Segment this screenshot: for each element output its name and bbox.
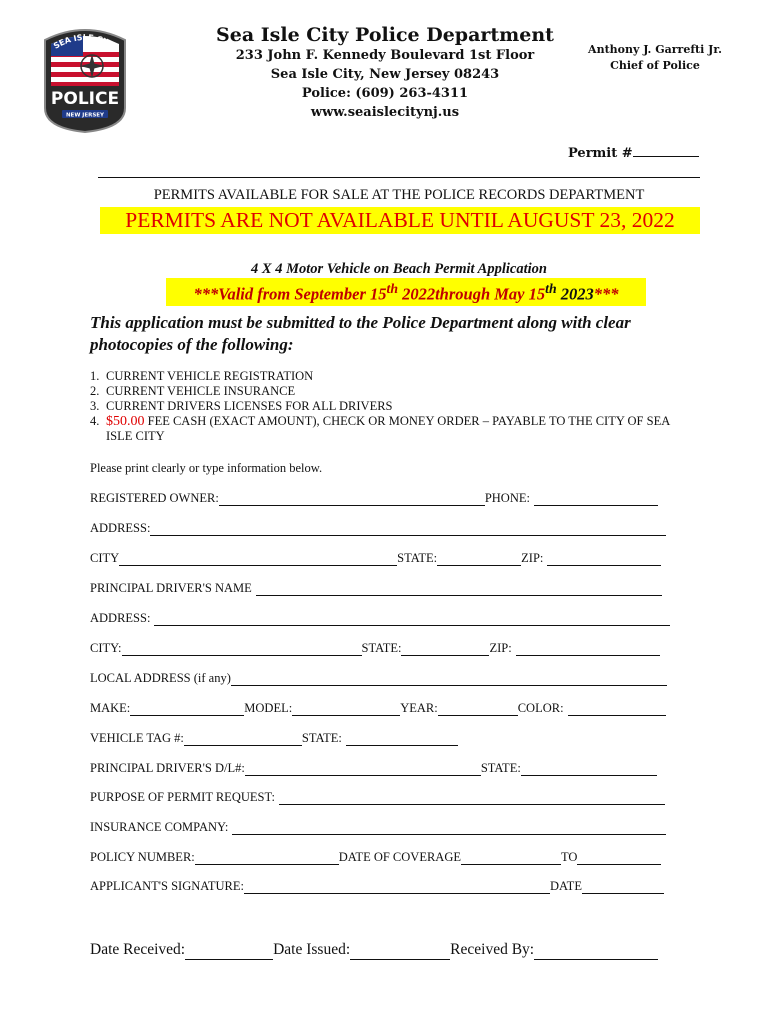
list-item: 1. CURRENT VEHICLE REGISTRATION (90, 369, 314, 383)
tag-state-field[interactable] (346, 731, 458, 746)
chief-title: Chief of Police (610, 59, 700, 72)
list-item: 4. $50.00 FEE CASH (EXACT AMOUNT), CHECK OR MONEY ORDER – PAYABLE TO THE CITY OF SEA ISLE CITY (90, 414, 670, 443)
principal-driver-name-field[interactable] (256, 581, 662, 596)
model-field[interactable] (292, 701, 400, 716)
print-instructions: Please print clearly or type information below. (90, 461, 323, 475)
address2-row: ADDRESS: (90, 610, 670, 626)
make-field[interactable] (130, 701, 244, 716)
chief-block (560, 42, 750, 74)
permits-not-available-notice: PERMITS ARE NOT AVAILABLE UNTIL AUGUST 23, 2022 (100, 207, 700, 234)
vehicle-row: MAKE: MODEL: YEAR: COLOR: (90, 700, 666, 716)
signature-row: APPLICANT'S SIGNATURE: DATE (90, 878, 664, 894)
driver-license-row: PRINCIPAL DRIVER'S D/L#: STATE: (90, 760, 657, 776)
department-title: Sea Isle City Police Department (216, 24, 554, 46)
address-line-1: 233 John F. Kennedy Boulevard 1st Floor (235, 48, 535, 63)
policy-number-field[interactable] (195, 850, 339, 865)
permits-available-notice: PERMITS AVAILABLE FOR SALE AT THE POLICE RECORDS DEPARTMENT (153, 187, 645, 203)
office-use-row: Date Received: Date Issued: Received By: (90, 940, 658, 960)
principal-driver-row: PRINCIPAL DRIVER'S NAME (90, 580, 662, 596)
date-issued-field[interactable] (350, 941, 450, 960)
badge-bottom-text: NEW JERSEY (65, 112, 105, 119)
local-address-row: LOCAL ADDRESS (if any) (90, 670, 667, 686)
state-field[interactable] (437, 551, 521, 566)
fee-amount: $50.00 (106, 414, 145, 429)
insurance-company-field[interactable] (232, 820, 666, 835)
header-divider (98, 177, 700, 178)
driver-license-field[interactable] (245, 761, 481, 776)
address-field[interactable] (150, 521, 666, 536)
application-title: 4 X 4 Motor Vehicle on Beach Permit Application (251, 261, 547, 277)
local-address-field[interactable] (231, 671, 667, 686)
registered-owner-field[interactable] (219, 491, 485, 506)
badge-arc-text: SEA ISLE CITY (52, 32, 118, 51)
coverage-end-field[interactable] (577, 850, 661, 865)
received-by-field[interactable] (534, 941, 658, 960)
policy-row: POLICY NUMBER: DATE OF COVERAGE TO (90, 849, 661, 865)
police-badge-logo (42, 24, 128, 134)
license-state-field[interactable] (521, 761, 657, 776)
city-row: CITY STATE: ZIP: (90, 550, 661, 566)
permit-label: Permit # (568, 146, 633, 161)
chief-name: Anthony J. Garrefti Jr. (588, 43, 722, 56)
city-field[interactable] (119, 551, 397, 566)
signature-date-field[interactable] (582, 879, 664, 894)
owner-row: REGISTERED OWNER: PHONE: (90, 490, 658, 506)
color-field[interactable] (568, 701, 666, 716)
coverage-start-field[interactable] (461, 850, 561, 865)
insurance-row: INSURANCE COMPANY: (90, 819, 666, 835)
website-link[interactable]: www.seaislecitynj.us (310, 105, 460, 120)
driver-state-field[interactable] (401, 641, 489, 656)
list-item: 2. CURRENT VEHICLE INSURANCE (90, 384, 296, 398)
purpose-row: PURPOSE OF PERMIT REQUEST: (90, 789, 665, 805)
driver-address-field[interactable] (154, 611, 670, 626)
permit-number-field[interactable] (633, 144, 699, 157)
vehicle-tag-field[interactable] (184, 731, 302, 746)
requirements-list (90, 369, 690, 444)
police-phone: Police: (609) 263-4311 (301, 86, 469, 101)
department-header (190, 24, 580, 122)
validity-period: ***Valid from September 15th 2022through May 15th 2023*** (166, 278, 646, 306)
purpose-field[interactable] (279, 790, 665, 805)
driver-city-field[interactable] (122, 641, 362, 656)
badge-center-text: POLICE (50, 89, 120, 109)
permit-number (568, 144, 699, 161)
date-received-field[interactable] (185, 941, 273, 960)
city2-row: CITY: STATE: ZIP: (90, 640, 660, 656)
year-field[interactable] (438, 701, 518, 716)
zip-field[interactable] (547, 551, 661, 566)
signature-field[interactable] (244, 879, 550, 894)
driver-zip-field[interactable] (516, 641, 660, 656)
address-row: ADDRESS: (90, 520, 666, 536)
address-line-2: Sea Isle City, New Jersey 08243 (270, 67, 500, 82)
list-item: 3. CURRENT DRIVERS LICENSES FOR ALL DRIVERS (90, 399, 393, 413)
vehicle-tag-row: VEHICLE TAG #: STATE: (90, 730, 458, 746)
submission-instructions: This application must be submitted to the Police Department along with clear photocopies of the following: (90, 313, 631, 354)
phone-field[interactable] (534, 491, 658, 506)
